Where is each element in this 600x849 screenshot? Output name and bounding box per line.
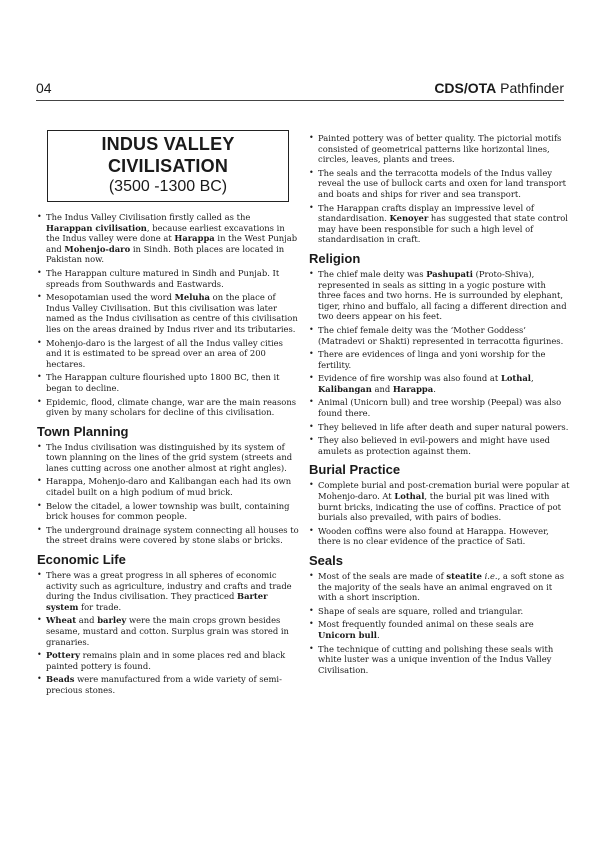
list-item [309, 644, 571, 676]
text-run: The Indus civilisation was distinguished by its system of town planning on the lines of the grid system (streets and lanes cutting across one another almost at right angles). [46, 441, 293, 473]
text-run: Painted pottery was of better quality. The pictorial motifs consisted of geometrical patterns like horizontal lines, circles, leaves, plants and trees. [318, 133, 562, 165]
bold-term: Lothal [500, 373, 531, 384]
text-run: The chief female deity was the ‘Mother Goddess’ (Matradevi or Shakti) represented in terracotta figurines. [318, 324, 564, 346]
bold-term: Pottery [46, 650, 81, 661]
list-item [309, 325, 571, 346]
bold-term: Harappa [392, 383, 434, 394]
text-run: Mesopotamian used the word [46, 292, 175, 303]
bold-term: Harappa [174, 233, 215, 244]
text-run: There are evidences of linga and yoni worship for the fertility. [318, 349, 546, 370]
text-run: Mohenjo-daro is the largest of all the Indus valley cities and it is estimated to be spread over an area of 200 hectares. [46, 337, 283, 369]
text-run: Animal (Unicorn bull) and tree worship (Peepal) was also found there. [318, 397, 562, 419]
list-item [37, 570, 299, 612]
text-run: There was a great progress in all spheres of economic activity such as agriculture, industry and crafts and trade during the Indus civilisation. They practiced [46, 570, 292, 602]
text-run: Evidence of fire worship was also found at [318, 373, 501, 384]
list-item [309, 133, 571, 165]
bullet-list [37, 570, 299, 696]
text-run: in the West Punjab and [46, 233, 298, 254]
text-run: The underground drainage system connecting all houses to the street drains were covered by stone slabs or bricks. [46, 524, 299, 546]
bold-term: Kalibangan [318, 383, 372, 394]
brand-bold: CDS/OTA [434, 80, 497, 96]
text-run: They also believed in evil-powers and might have used amulets as protection against them. [318, 435, 551, 456]
chapter-dates: (3500 -1300 BC) [108, 178, 228, 195]
left-column [37, 130, 299, 699]
bold-term: Unicorn bull [318, 629, 377, 640]
text-run: , because earliest excavations in the Indus valley were done at [46, 222, 285, 244]
list-item [309, 373, 571, 394]
text-run: in Sindh. Both places are located in Pakistan now. [46, 243, 285, 265]
bold-term: barley [97, 615, 127, 626]
list-item [37, 615, 299, 647]
list-item [37, 525, 299, 546]
list-item [309, 571, 571, 603]
text-run: on the place of Indus Valley Civilisation. But this civilisation was later named as the Indus civilisation as centre of this civilisation lies on the areas drained by Indus river and its tributaries. [46, 292, 298, 334]
text-run: (Proto-Shiva), represented in seals as sitting in a yogic posture with three faces and two horns. He is surrounded by elephant, tiger, rhino and buffalo, all facing a different direction and two deers appear on his feet. [318, 268, 567, 322]
text-run: They believed in life after death and super natural powers. [318, 421, 569, 432]
list-item [37, 674, 299, 695]
list-item [309, 480, 571, 522]
text-run: were manufactured from a wide variety of semi-precious stones. [46, 674, 282, 695]
list-item [37, 268, 299, 289]
list-item [309, 619, 571, 640]
text-run: Shape of seals are square, rolled and triangular. [318, 605, 524, 616]
text-run: The chief male deity was [318, 268, 427, 279]
text-run: Below the citadel, a lower township was built, containing brick houses for common people. [46, 500, 290, 522]
book-brand [434, 80, 564, 96]
list-item [37, 397, 299, 418]
list-item [309, 606, 571, 617]
list-item [37, 501, 299, 522]
text-run: , a soft stone as the majority of the seals have an animal engraved on it with a short inscription. [318, 571, 565, 603]
bold-term: Pashupati [426, 268, 473, 279]
list-item [309, 203, 571, 245]
list-item [37, 212, 299, 265]
list-item [309, 435, 571, 456]
bold-term: Barter system [46, 591, 268, 612]
text-run: The Harappan culture flourished upto 1800 BC, then it began to decline. [46, 372, 280, 393]
text-run: The Indus Valley Civilisation firstly called as the [46, 212, 251, 222]
list-item [37, 292, 299, 334]
list-item [37, 338, 299, 370]
text-run: . [377, 629, 380, 640]
list-item [309, 349, 571, 370]
bold-term: Wheat [46, 615, 77, 626]
text-run: . [433, 383, 436, 394]
text-run: , the burial pit was lined with burnt bricks, indicating the use of coffins. Practice of pot burials also prevailed, with pairs of bodies. [318, 491, 561, 523]
text-run: and [371, 383, 393, 394]
list-item [309, 269, 571, 322]
list-item [309, 397, 571, 418]
list-item [37, 372, 299, 393]
text-run: Harappa, Mohenjo-daro and Kalibangan each had its own citadel built on a high podium of mud brick. [46, 476, 292, 498]
text-run: The seals and the terracotta models of the Indus valley reveal the use of bullock carts and oxen for land transport and boats and ships for river and sea transport. [318, 167, 566, 199]
bold-term: Kenoyer [389, 213, 429, 224]
section-heading-town-planning: Town Planning [37, 423, 129, 439]
text-run: for trade. [78, 601, 122, 612]
list-item [37, 476, 299, 497]
text-run: remains plain and in some places red and black painted pottery is found. [46, 650, 286, 671]
bullet-list [309, 269, 571, 457]
section-heading-burial-practice: Burial Practice [309, 462, 401, 478]
text-run: Wooden coffins were also found at Harappa. However, there is no clear evidence of the practice of Sati. [318, 525, 549, 547]
list-item [309, 526, 571, 547]
text-run: Complete burial and post-cremation burial were popular at Mohenjo-daro. At [318, 480, 570, 502]
bold-term: Meluha [174, 292, 210, 303]
section-heading-economic-life: Economic Life [37, 552, 126, 568]
text-run: has suggested that state control may have been responsible for such a high level of standardisation in craft. [318, 213, 568, 245]
list-item [37, 650, 299, 671]
bold-term: Lothal [394, 491, 425, 502]
text-run: Epidemic, flood, climate change, war are the main reasons given by many scholars for decline of this civilisation. [46, 396, 297, 418]
bullet-list [37, 212, 299, 418]
list-item [309, 422, 571, 433]
header-rule [36, 100, 564, 101]
text-run: and [76, 615, 98, 626]
text-run: The Harappan crafts display an impressive level of standardisation. [318, 202, 534, 224]
text-run: Most frequently founded animal on these seals are [318, 619, 534, 630]
chapter-title-box [47, 130, 289, 202]
bold-term: Harappan civilisation [46, 222, 147, 233]
text-run: The Harappan culture matured in Sindh and Punjab. It spreads from Southwards and Eastwards. [46, 267, 280, 289]
text-run: , [530, 373, 534, 384]
bullet-list [37, 442, 299, 546]
bullet-list [309, 480, 571, 547]
list-item [309, 168, 571, 200]
bullet-list [309, 571, 571, 675]
text-run: were the main crops grown besides sesame, mustard and cotton. Surplus grain was stored in granaries. [46, 615, 289, 647]
text-run: The technique of cutting and polishing these seals with white luster was a unique invention of the Indus Valley Civilisation. [318, 643, 554, 675]
section-heading-religion: Religion [309, 250, 361, 266]
italic-text: i.e. [484, 571, 498, 581]
list-item [37, 442, 299, 474]
text-run: Most of the seals are made of [318, 571, 447, 581]
right-column [309, 133, 571, 678]
page-number: 04 [36, 80, 52, 96]
chapter-title: INDUS VALLEY CIVILISATION [101, 134, 235, 176]
bullet-list [309, 133, 571, 245]
bold-term: Beads [46, 674, 75, 685]
bold-term: steatite [446, 571, 482, 581]
brand-regular: Pathfinder [496, 80, 564, 96]
section-heading-seals: Seals [309, 553, 343, 568]
bold-term: Mohenjo-daro [64, 243, 131, 254]
